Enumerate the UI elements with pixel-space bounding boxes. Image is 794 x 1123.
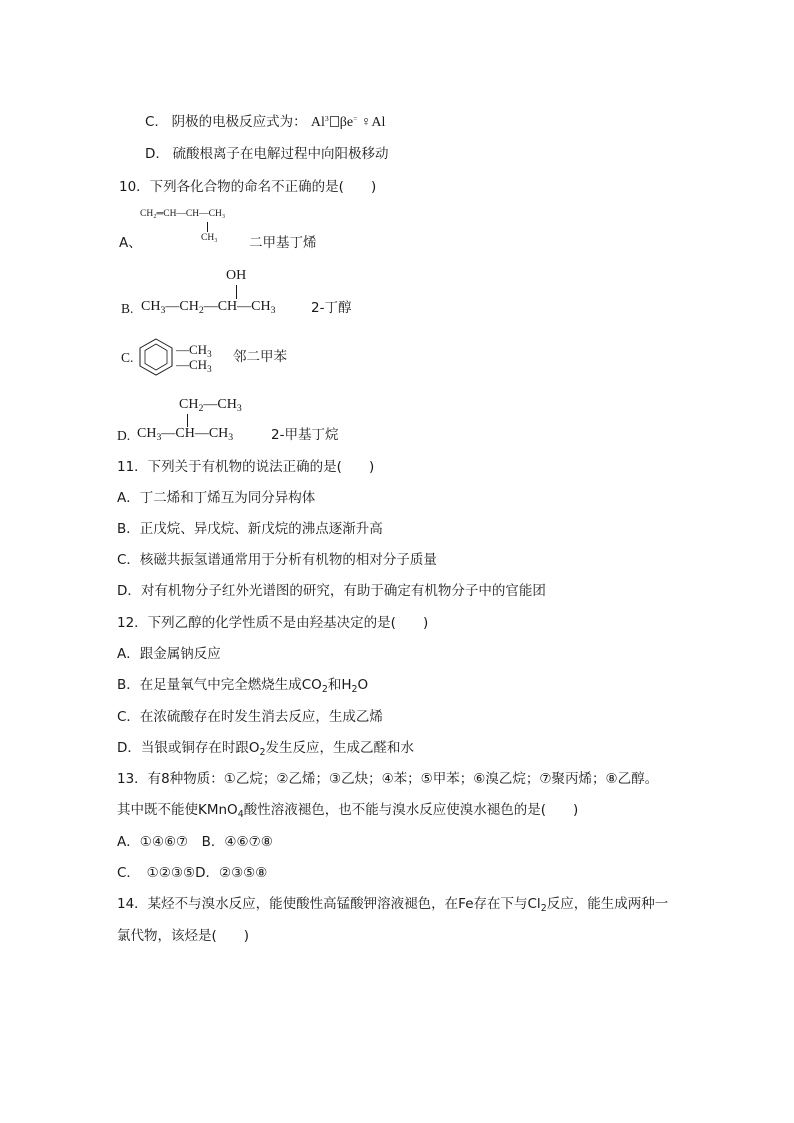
q11-option-a: A．丁二烯和丁烯互为同分异构体 [117,490,316,506]
q10-b-name: 2-丁醇 [311,300,352,316]
q12-option-b: B．在足量氧气中完全燃烧生成$CO_2$和$H_2O$ [117,677,369,695]
q13-options-ab: A．①④⑥⑦ B．④⑥⑦⑧ [117,834,273,850]
q10-b-bond [236,285,237,299]
q10-c-label: C. [121,350,134,365]
q10-a-bond [207,222,208,232]
unknown-glyph-icon [330,116,339,127]
q10-a-label: A、 [119,235,142,251]
q11-stem: 11．下列关于有机物的说法正确的是( ) [117,459,375,475]
benzene-ring-icon [136,336,176,378]
q12-stem: 12．下列乙醇的化学性质不是由羟基决定的是( ) [117,615,429,631]
q10-d-formula: $CH_3—CH—CH_3$ [137,426,234,443]
q12-option-d: D．当银或铜存在时跟$O_2$发生反应，生成乙醛和水 [117,740,415,758]
q9-option-c: C. 阴极的电极反应式为： Al$^3$ βe= ♀Al [145,114,386,130]
q11-option-b: B．正戊烷、异戊烷、新戊烷的沸点逐渐升高 [117,521,383,537]
q12-option-a: A．跟金属钠反应 [117,646,221,662]
q10-a-formula-branch: CH₃ [201,233,218,243]
q9-option-d: D. 硫酸根离子在电解过程中向阳极移动 [145,146,389,162]
q12-option-c: C．在浓硫酸存在时发生消去反应，生成乙烯 [117,709,383,725]
q10-d-name: 2-甲基丁烷 [271,427,339,443]
q9-formula: Al$^3$ βe= ♀Al [310,114,386,130]
q10-b-oh: OH [226,268,247,283]
q10-stem: 10．下列各化合物的命名不正确的是( ) [119,179,377,195]
q13-stem-line2: 其中既不能使KMnO$_4$酸性溶液褪色，也不能与溴水反应使溴水褪色的是( ) [117,802,579,820]
q10-d-branch: $CH_2—CH_3$ [179,397,242,414]
q10-a-name: 二甲基丁烯 [249,235,317,251]
q10-b-formula: $CH_3—CH_2—CH—CH_3$ [141,299,276,316]
q10-c-sub1: $—CH_3$ [176,342,212,359]
q13-options-cd: C． ①②③⑤D．②③⑤⑧ [117,865,268,881]
q10-c-name: 邻二甲苯 [233,349,287,365]
q11-option-c: C．核磁共振氢谱通常用于分析有机物的相对分子质量 [117,552,437,568]
q14-stem-line2: 氯代物，该烃是( ) [117,928,250,944]
q14-stem: 14．某烃不与溴水反应，能使酸性高锰酸钾溶液褪色，在Fe存在下与$Cl_2$反应，能生成两种一 [117,896,669,914]
q10-c-sub2: $—CH_3$ [176,357,212,374]
q10-d-label: D. [117,428,131,443]
q10-b-label: B. [121,301,134,316]
q13-stem: 13．有8种物质：①乙烷；②乙烯；③乙炔；④苯；⑤甲苯；⑥溴乙烷；⑦聚丙烯；⑧乙醇。 [117,771,659,787]
q10-a-formula-main: CH₂═CH—CH—CH₃ [140,209,226,219]
q11-option-d: D．对有机物分子红外光谱图的研究，有助于确定有机物分子中的官能团 [117,583,546,599]
